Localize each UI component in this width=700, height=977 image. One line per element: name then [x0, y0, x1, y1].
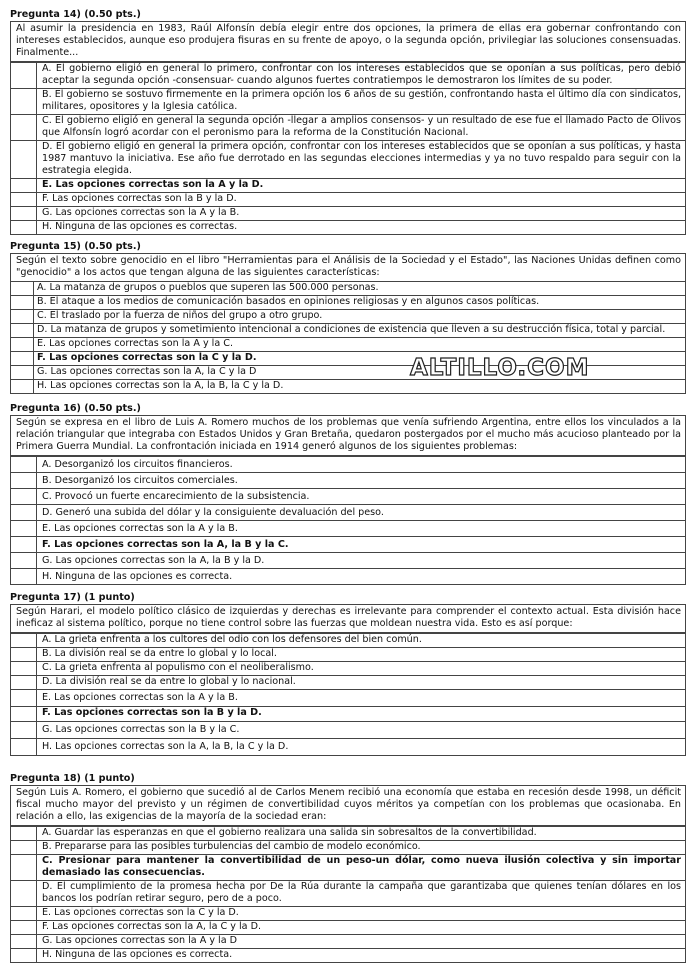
option-e: E. Las opciones correctas son la C y la D. [42, 907, 239, 918]
altillo-watermark: ALTILLO.COM [410, 355, 590, 381]
option-row[interactable] [11, 854, 685, 880]
answer-cell[interactable] [11, 221, 37, 234]
option-row[interactable] [11, 840, 685, 854]
answer-cell[interactable] [11, 489, 37, 504]
option-c: C. El gobierno eligió en general la segunda opción -llegar a amplios consensos- y un resultado de ese fue el llamado Pacto de Olivos que Alfonsín logró acordar con el peronismo para la reforma de la Constitución Nacional. [42, 115, 681, 138]
answer-cell[interactable] [11, 935, 37, 948]
question-box [10, 785, 686, 963]
option-d: D. La división real se da entre lo global y lo nacional. [42, 676, 296, 687]
answer-cell[interactable] [11, 827, 37, 840]
option-g: G. Las opciones correctas son la A, la C y la D [37, 366, 257, 377]
option-h: H. Las opciones correctas son la A, la B, la C y la D. [42, 741, 289, 752]
answer-cell[interactable] [11, 921, 37, 934]
answer-cell[interactable] [11, 722, 37, 738]
option-b: B. Prepararse para las posibles turbulencias del cambio de modelo económico. [42, 841, 421, 852]
question-stem: Según el texto sobre genocidio en el libro "Herramientas para el Análisis de la Sociedad y el Estado", las Naciones Unidas definen como "genocidio" a los actos que tengan alguna de las siguientes características: [16, 255, 681, 278]
question-title: Pregunta 16) (0.50 pts.) [10, 403, 141, 414]
question-stem: Según Harari, el modelo político clásico de izquierdas y derechas es irrelevante para comprender el contexto actual. Esta división hace ineficaz al sistema político, porque no tiene control sobre las fuerzas que moldean nuestra vida. Esto es así porque: [11, 605, 685, 633]
option-row[interactable] [11, 309, 685, 323]
answer-cell[interactable] [11, 282, 34, 295]
question-title: Pregunta 17) (1 punto) [10, 592, 135, 603]
option-e: E. Las opciones correctas son la A y la B. [42, 523, 238, 534]
question-title: Pregunta 14) (0.50 pts.) [10, 9, 141, 20]
answer-cell[interactable] [11, 841, 37, 854]
option-c: C. Presionar para mantener la convertibilidad de un peso-un dólar, como nueva ilusión colectiva y sin importar demasiado las consecuencias. [42, 855, 681, 878]
option-d: D. El gobierno eligió en general la primera opción, confrontar con los intereses establecidos que se oponían a sus políticas, y hasta 1987 mantuvo la iniciativa. Ese año fue derrotado en las segundas elecciones intermedias y ya no tuvo respaldo para seguir con la estrategia elegida. [42, 141, 681, 176]
answer-cell[interactable] [11, 949, 37, 962]
option-g: G. Las opciones correctas son la A y la D [42, 935, 238, 946]
option-row[interactable] [11, 721, 685, 738]
answer-cell[interactable] [11, 537, 37, 552]
question-stem: Según se expresa en el libro de Luis A. Romero muchos de los problemas que venía sufriendo Argentina, entre ellos los vinculados a la relación triangular que integraba con Estados Unidos y Gran Bretaña, quedaron postergados por el mucho más acucioso planteado por la Primera Guerra Mundial. La confrontación iniciada en 1914 generó algunos de los siguientes problemas: [11, 416, 685, 456]
question-box [10, 21, 686, 235]
answer-cell[interactable] [11, 366, 34, 379]
option-h: H. Ninguna de las opciones es correcta. [42, 949, 233, 960]
question-title: Pregunta 18) (1 punto) [10, 773, 135, 784]
option-f: F. Las opciones correctas son la C y la D. [37, 352, 257, 363]
option-f: F. Las opciones correctas son la B y la D. [42, 193, 237, 204]
answer-cell[interactable] [11, 881, 37, 906]
option-row[interactable] [11, 206, 685, 220]
answer-cell[interactable] [11, 648, 37, 661]
option-f: F. Las opciones correctas son la A, la C y la D. [42, 921, 262, 932]
option-row[interactable] [11, 488, 685, 504]
answer-cell[interactable] [11, 310, 34, 323]
answer-cell[interactable] [11, 855, 37, 880]
answer-cell[interactable] [11, 569, 37, 584]
question-18 [10, 773, 686, 963]
answer-cell[interactable] [11, 473, 37, 488]
option-row[interactable] [11, 472, 685, 488]
option-h: H. Ninguna de las opciones es correcta. [42, 571, 233, 582]
answer-cell[interactable] [11, 141, 37, 178]
option-row[interactable] [11, 880, 685, 906]
option-row[interactable] [11, 62, 685, 88]
option-e: E. Las opciones correctas son la A y la B. [42, 692, 238, 703]
option-row[interactable] [11, 114, 685, 140]
option-row[interactable] [11, 379, 685, 393]
question-stem: Según Luis A. Romero, el gobierno que sucedió al de Carlos Menem recibió una economía que estaba en recesión desde 1998, un déficit fiscal mucho mayor del previsto y un régimen de convertibilidad cuyos méritos ya competían con los problemas que ocasionaba. En relación a ello, las exigencias de la mayoría de la sociedad eran: [11, 786, 685, 826]
option-a: A. Guardar las esperanzas en que el gobierno realizara una salida sin sobresaltos de la convertibilidad. [42, 827, 537, 838]
answer-cell[interactable] [11, 690, 37, 706]
answer-cell[interactable] [11, 521, 37, 536]
option-d: D. Generó una subida del dólar y la consiguiente devaluación del peso. [42, 507, 384, 518]
option-row[interactable] [11, 323, 685, 337]
answer-cell[interactable] [11, 324, 34, 337]
option-row[interactable] [11, 920, 685, 934]
option-a: A. La grieta enfrenta a los cultores del odio con los defensores del bien común. [42, 634, 422, 645]
option-b: B. El gobierno se sostuvo firmemente en la primera opción los 6 años de su gestión, confrontando hasta el último día con sindicatos, militares, opositores y la Iglesia católica. [42, 89, 681, 112]
option-a: A. Desorganizó los circuitos financieros. [42, 459, 233, 470]
answer-cell[interactable] [11, 115, 37, 140]
option-a: A. La matanza de grupos o pueblos que superen las 500.000 personas. [37, 282, 379, 293]
question-stem: Al asumir la presidencia en 1983, Raúl Alfonsín debía elegir entre dos opciones, la primera de ellas era gobernar confrontando con intereses establecidos, aunque eso produjera fisuras en su frente de apoyo, o la segunda opción, privilegiar las soluciones consensuadas. Finalmente... [11, 22, 685, 62]
option-row[interactable] [11, 552, 685, 568]
option-row[interactable] [11, 738, 685, 755]
option-row[interactable] [11, 568, 685, 584]
option-h: H. Las opciones correctas son la A, la B, la C y la D. [37, 380, 284, 391]
option-row[interactable] [11, 906, 685, 920]
option-b: B. La división real se da entre lo global y lo local. [42, 648, 277, 659]
option-row[interactable] [11, 934, 685, 948]
option-f: F. Las opciones correctas son la B y la D. [42, 707, 262, 718]
question-16 [10, 403, 686, 585]
option-a: A. El gobierno eligió en general lo primero, confrontar con los intereses establecidos que se oponían a sus políticas, pero debió aceptar la segunda opción -consensuar- cuando algunos fuertes contratiempos le demostraron los límites de su poder. [42, 63, 681, 86]
option-row[interactable] [11, 536, 685, 552]
answer-cell[interactable] [11, 553, 37, 568]
question-17 [10, 592, 686, 756]
option-row[interactable] [11, 281, 685, 295]
option-row[interactable] [11, 178, 685, 192]
question-14 [10, 9, 686, 235]
option-c: C. Provocó un fuerte encarecimiento de la subsistencia. [42, 491, 310, 502]
option-h: H. Ninguna de las opciones es correctas. [42, 221, 238, 232]
answer-cell[interactable] [11, 380, 34, 393]
question-box [10, 415, 686, 585]
answer-cell[interactable] [11, 457, 37, 472]
option-row[interactable] [11, 661, 685, 675]
option-row[interactable] [11, 826, 685, 840]
answer-cell[interactable] [11, 739, 37, 755]
option-g: G. Las opciones correctas son la B y la C. [42, 724, 240, 735]
option-row[interactable] [11, 633, 685, 647]
answer-cell[interactable] [11, 179, 37, 192]
answer-cell[interactable] [11, 662, 37, 675]
option-row[interactable] [11, 337, 685, 351]
answer-cell[interactable] [11, 193, 37, 206]
option-c: C. El traslado por la fuerza de niños del grupo a otro grupo. [37, 310, 323, 321]
answer-cell[interactable] [11, 707, 37, 721]
option-f: F. Las opciones correctas son la A, la B y la C. [42, 539, 289, 550]
answer-cell[interactable] [11, 634, 37, 647]
option-g: G. Las opciones correctas son la A y la B. [42, 207, 240, 218]
option-d: D. El cumplimiento de la promesa hecha por De la Rúa durante la campaña que garantizaba que quienes tenían dólares en los bancos los podrían retirar seguro, pero de a poco. [42, 881, 681, 904]
option-row[interactable] [11, 520, 685, 536]
option-c: C. La grieta enfrenta al populismo con el neoliberalismo. [42, 662, 314, 673]
option-b: B. El ataque a los medios de comunicación basados en opiniones religiosas y en algunos casos políticas. [37, 296, 540, 307]
option-row[interactable] [11, 504, 685, 520]
option-e: E. Las opciones correctas son la A y la D. [42, 179, 264, 190]
option-row[interactable] [11, 295, 685, 309]
question-box [10, 604, 686, 756]
option-row[interactable] [11, 689, 685, 706]
answer-cell[interactable] [11, 207, 37, 220]
option-row[interactable] [11, 675, 685, 689]
answer-cell[interactable] [11, 907, 37, 920]
option-g: G. Las opciones correctas son la A, la B y la D. [42, 555, 265, 566]
option-row[interactable] [11, 220, 685, 234]
answer-cell[interactable] [11, 676, 37, 689]
answer-cell[interactable] [11, 89, 37, 114]
answer-cell[interactable] [11, 296, 34, 309]
option-row[interactable] [11, 706, 685, 721]
option-row[interactable] [11, 140, 685, 178]
option-d: D. La matanza de grupos y sometimiento intencional a condiciones de existencia que lleven a su destrucción física, total y parcial. [37, 324, 666, 335]
question-title: Pregunta 15) (0.50 pts.) [10, 241, 141, 252]
option-row[interactable] [11, 88, 685, 114]
answer-cell[interactable] [11, 63, 37, 88]
answer-cell[interactable] [11, 352, 34, 365]
answer-cell[interactable] [11, 338, 34, 351]
option-e: E. Las opciones correctas son la A y la C. [37, 338, 234, 349]
answer-cell[interactable] [11, 505, 37, 520]
option-b: B. Desorganizó los circuitos comerciales. [42, 475, 238, 486]
option-row[interactable] [11, 647, 685, 661]
option-row[interactable] [11, 456, 685, 472]
option-row[interactable] [11, 192, 685, 206]
option-row[interactable] [11, 948, 685, 962]
